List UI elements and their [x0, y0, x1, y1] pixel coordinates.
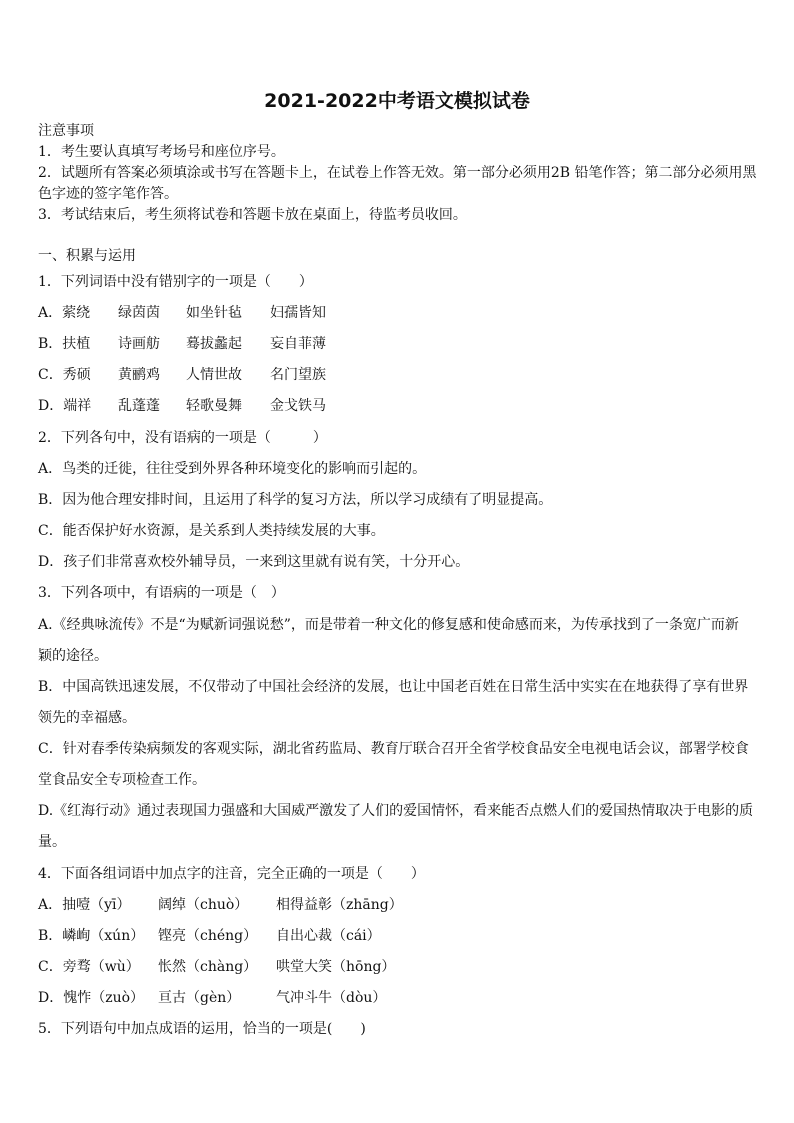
question-3-option-a-cont: 颖的途径。: [38, 648, 108, 664]
question-4-option-a: [38, 895, 758, 915]
question-3-option-d: D.《红海行动》通过表现国力强盛和大国威严激发了人们的爱国情怀，看来能否点燃人们的爱国热情取决于电影的质: [38, 803, 754, 819]
question-4-option-c: [38, 957, 758, 977]
notice-item-3: 3．考试结束后，考生须将试卷和答题卡放在桌面上，待监考员收回。: [38, 207, 467, 223]
option-word: 轻歌曼舞: [186, 398, 242, 414]
option-word: D．愧怍（zuò）: [38, 990, 145, 1006]
question-2-option-a: A．鸟类的迁徙，往往受到外界各种环境变化的影响而引起的。: [38, 461, 427, 477]
question-2-option-b: B．因为他合理安排时间，且运用了科学的复习方法，所以学习成绩有了明显提高。: [38, 492, 553, 508]
question-1-stem: 1．下列词语中没有错别字的一项是（ ）: [38, 274, 313, 290]
question-4-option-b: [38, 926, 758, 946]
question-3-option-c-cont: 堂食品安全专项检查工作。: [38, 772, 206, 788]
option-word: 气冲斗牛（dòu）: [276, 990, 387, 1006]
notice-item-2-cont: 色字迹的签字笔作答。: [38, 186, 178, 202]
option-word: A．萦绕: [38, 305, 91, 321]
option-word: 哄堂大笑（hōng）: [276, 959, 396, 975]
question-2-stem: 2．下列各句中，没有语病的一项是（ ）: [38, 430, 327, 446]
question-3-option-a: A.《经典咏流传》不是“为赋新词强说愁”，而是带着一种文化的修复感和使命感而来，为传承找到了一条宽广而新: [38, 617, 739, 633]
notice-heading: 注意事项: [38, 123, 94, 139]
option-word: 铿亮（chéng）: [158, 928, 258, 944]
page-title: 2021-2022中考语文模拟试卷: [264, 90, 530, 112]
question-2-option-d: D．孩子们非常喜欢校外辅导员，一来到这里就有说有笑，十分开心。: [38, 554, 470, 570]
question-5-stem: 5．下列语句中加点成语的运用，恰当的一项是( ): [38, 1021, 366, 1037]
question-1-option-d: [38, 396, 758, 416]
option-word: B．嶙峋（xún）: [38, 928, 145, 944]
option-word: 绿茵茵: [118, 305, 160, 321]
option-word: 自出心裁（cái）: [276, 928, 381, 944]
option-word: 金戈铁马: [270, 398, 326, 414]
option-word: D．端祥: [38, 398, 92, 414]
option-word: B．扶植: [38, 336, 91, 352]
option-word: 名门望族: [270, 367, 326, 383]
option-word: 诗画舫: [118, 336, 160, 352]
option-word: 亘古（gèn）: [158, 990, 241, 1006]
option-word: 如坐针毡: [186, 305, 242, 321]
question-4-stem: 4．下面各组词语中加点字的注音，完全正确的一项是（ ）: [38, 866, 425, 882]
question-1-option-b: [38, 334, 758, 354]
question-3-option-d-cont: 量。: [38, 834, 66, 850]
option-word: 阔绰（chuò）: [158, 897, 249, 913]
question-3-option-b: B．中国高铁迅速发展，不仅带动了中国社会经济的发展，也让中国老百姓在日常生活中实实在在地获得了享有世界: [38, 679, 749, 695]
question-2-option-c: C．能否保护好水资源，是关系到人类持续发展的大事。: [38, 523, 385, 539]
question-3-stem: 3．下列各项中，有语病的一项是（ ）: [38, 585, 285, 601]
option-word: 妇孺皆知: [270, 305, 326, 321]
notice-item-1: 1．考生要认真填写考场号和座位序号。: [38, 144, 285, 160]
option-word: 相得益彰（zhāng）: [276, 897, 403, 913]
option-word: 怅然（chàng）: [158, 959, 258, 975]
notice-item-2: 2．试题所有答案必须填涂或书写在答题卡上，在试卷上作答无效。第一部分必须用2B 铅笔作答；第二部分必须用黑: [38, 165, 757, 181]
option-word: 乱蓬蓬: [118, 398, 160, 414]
option-word: A．抽噎（yī）: [38, 897, 131, 913]
option-word: C．秀硕: [38, 367, 91, 383]
question-1-option-a: [38, 303, 758, 323]
option-word: C．旁骛（wù）: [38, 959, 140, 975]
option-word: 妄自菲薄: [270, 336, 326, 352]
question-4-option-d: [38, 988, 758, 1008]
question-3-option-c: C．针对春季传染病频发的客观实际，湖北省药监局、教育厅联合召开全省学校食品安全电视电话会议，部署学校食: [38, 741, 749, 757]
question-1-option-c: [38, 365, 758, 385]
section-heading: 一、积累与运用: [38, 248, 136, 264]
option-word: 黄鹂鸡: [118, 367, 160, 383]
option-word: 蓦拔蠡起: [186, 336, 242, 352]
question-3-option-b-cont: 领先的幸福感。: [38, 710, 136, 726]
option-word: 人情世故: [186, 367, 242, 383]
